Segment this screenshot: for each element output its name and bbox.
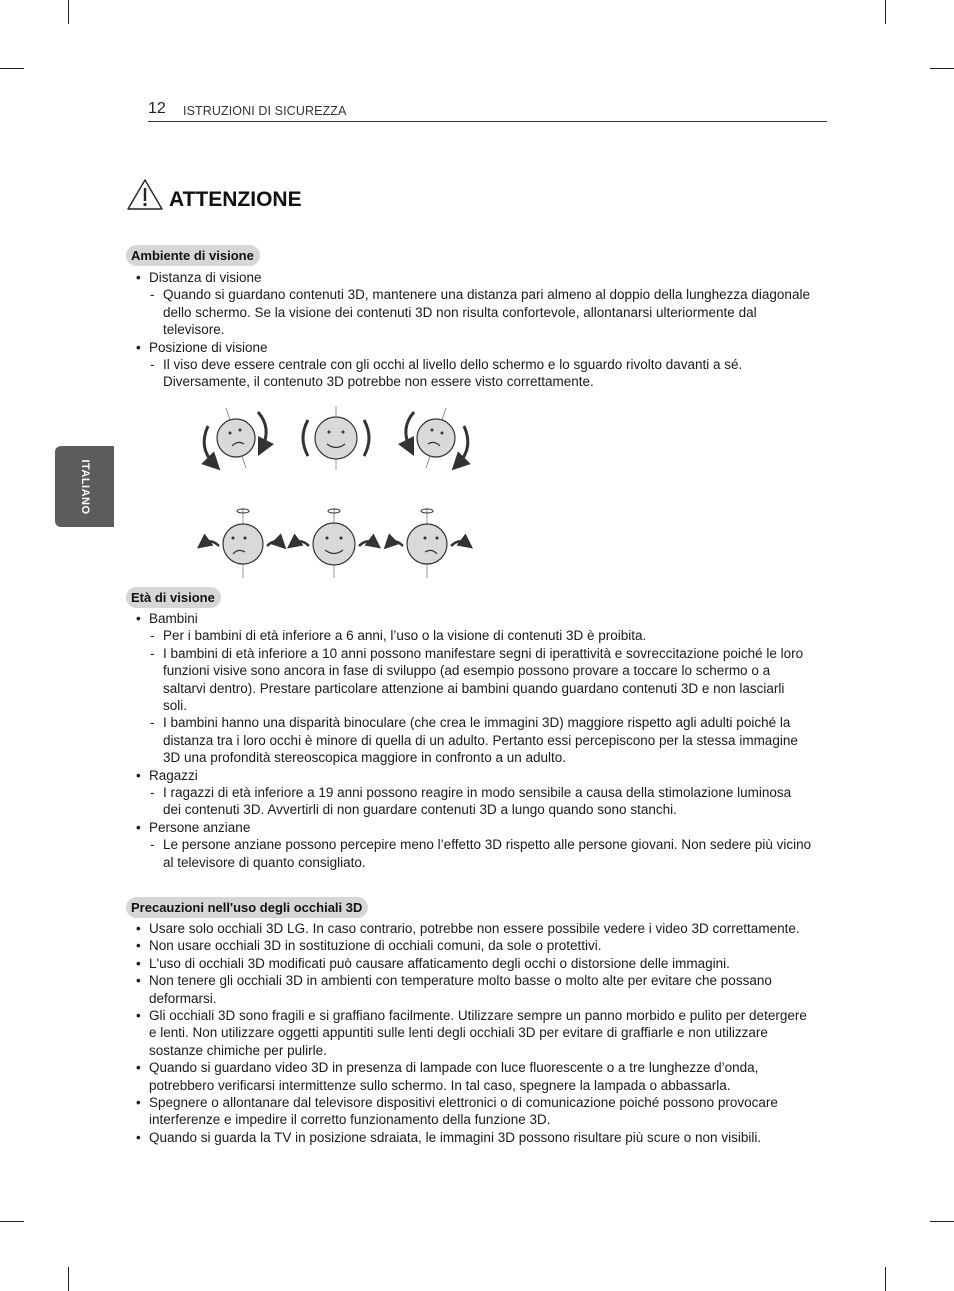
page-number: 12 — [148, 100, 166, 117]
list-item: • L'uso di occhiali 3D modificati può causare affaticamento degli occhi o distorsione delle immagini. — [136, 955, 812, 972]
face-facing-front — [293, 508, 375, 578]
eta-content — [136, 610, 812, 871]
list-subitem: - Per i bambini di età inferiore a 6 anni, l’uso o la visione di contenuti 3D è proibita. — [136, 627, 812, 644]
list-subitem: - I bambini hanno una disparità binoculare (che crea le immagini 3D) maggiore rispetto agli adulti poiché la distanza tra i loro occhi è minore di quella di un adulto. Pertanto essi percepiscono per la stessa immagine 3D una profondità stereoscopica maggiore in confronto a un adulto. — [136, 714, 812, 766]
list-item: • Non usare occhiali 3D in sostituzione di occhiali comuni, da sole o protettivi. — [136, 937, 812, 954]
list-subitem: - I ragazzi di età inferiore a 19 anni possono reagire in modo sensibile a causa della stimolazione luminosa dei contenuti 3D. Avvertirli di non guardare contenuti 3D a lungo quando sono stanchi. — [136, 784, 812, 819]
list-item: • Quando si guardano video 3D in presenza di lampade con luce fluorescente o a tre lunghezze d’onda, potrebbero verificarsi intermittenze sullo schermo. In tal caso, spegnere la lampada o abbassarla. — [136, 1059, 812, 1094]
crop-mark — [930, 68, 954, 69]
face-tilt-right — [406, 408, 468, 468]
viewing-position-illustration — [196, 398, 476, 583]
list-subitem: - Le persone anziane possono percepire meno l’effetto 3D rispetto alle persone giovani. Non sedere più vicino al televisore di quanto consigliato. — [136, 836, 812, 871]
face-tilt-left — [204, 408, 266, 468]
section-heading-eta: Età di visione — [126, 587, 221, 608]
section-title: ISTRUZIONI DI SICUREZZA — [183, 104, 347, 118]
crop-mark — [885, 0, 886, 24]
list-item: • Usare solo occhiali 3D LG. In caso contrario, potrebbe non essere possibile vedere i video 3D correttamente. — [136, 920, 812, 937]
list-item: • Distanza di visione — [136, 269, 812, 286]
list-item: • Quando si guarda la TV in posizione sdraiata, le immagini 3D possono risultare più scure o non visibili. — [136, 1129, 812, 1146]
crop-mark — [930, 1221, 954, 1222]
crop-mark — [0, 1221, 24, 1222]
ambiente-content — [136, 269, 812, 391]
list-subitem: - Quando si guardano contenuti 3D, mantenere una distanza pari almeno al doppio della lunghezza diagonale dello schermo. Se la visione dei contenuti 3D non risulta confortevole, allontanarsi ulteriormente dal televisore. — [136, 286, 812, 338]
title-text: ATTENZIONE — [169, 188, 302, 211]
list-item: • Non tenere gli occhiali 3D in ambienti con temperature molto basse o molto alte per evitare che possano deformarsi. — [136, 972, 812, 1007]
face-centered — [303, 406, 369, 470]
page-title — [126, 176, 302, 212]
occhiali-content — [136, 920, 812, 1146]
crop-mark — [68, 0, 69, 24]
list-item: • Spegnere o allontanare dal televisore dispositivi elettronici o di comunicazione poiché possono provocare interferenze e impedire il corretto funzionamento della funzione 3D. — [136, 1094, 812, 1129]
section-heading-occhiali: Precauzioni nell'uso degli occhiali 3D — [126, 897, 368, 918]
page-header — [148, 100, 827, 122]
list-item: • Posizione di visione — [136, 339, 812, 356]
list-item: • Persone anziane — [136, 819, 812, 836]
face-turn-left — [203, 508, 281, 578]
section-heading-ambiente: Ambiente di visione — [126, 245, 260, 266]
list-item: • Gli occhiali 3D sono fragili e si graffiano facilmente. Utilizzare sempre un panno morbido e pulito per detergere e lenti. Non utilizzare oggetti appuntiti sulle lenti degli occhiali 3D per evitare di graffiarle e non utilizzare sostanze chimiche per pulirle. — [136, 1007, 812, 1059]
list-subitem: - Il viso deve essere centrale con gli occhi al livello dello schermo e lo sguardo rivolto davanti a sé. Diversamente, il contenuto 3D potrebbe non essere visto correttamente. — [136, 356, 812, 391]
language-tab — [55, 446, 114, 527]
list-subitem: - I bambini di età inferiore a 10 anni possono manifestare segni di iperattività e sovreccitazione poiché le loro funzioni visive sono ancora in fase di sviluppo (ad esempio possono provare a toccare lo schermo o a saltarvi dentro). Prestare particolare attenzione ai bambini quando guardano contenuti 3D e non lasciarli soli. — [136, 645, 812, 715]
crop-mark — [68, 1267, 69, 1291]
list-item: • Bambini — [136, 610, 812, 627]
warning-triangle-icon — [126, 178, 164, 212]
list-item: • Ragazzi — [136, 767, 812, 784]
crop-mark — [885, 1267, 886, 1291]
face-turn-right — [389, 508, 467, 578]
language-tab-label: ITALIANO — [78, 458, 91, 515]
crop-mark — [0, 68, 24, 69]
